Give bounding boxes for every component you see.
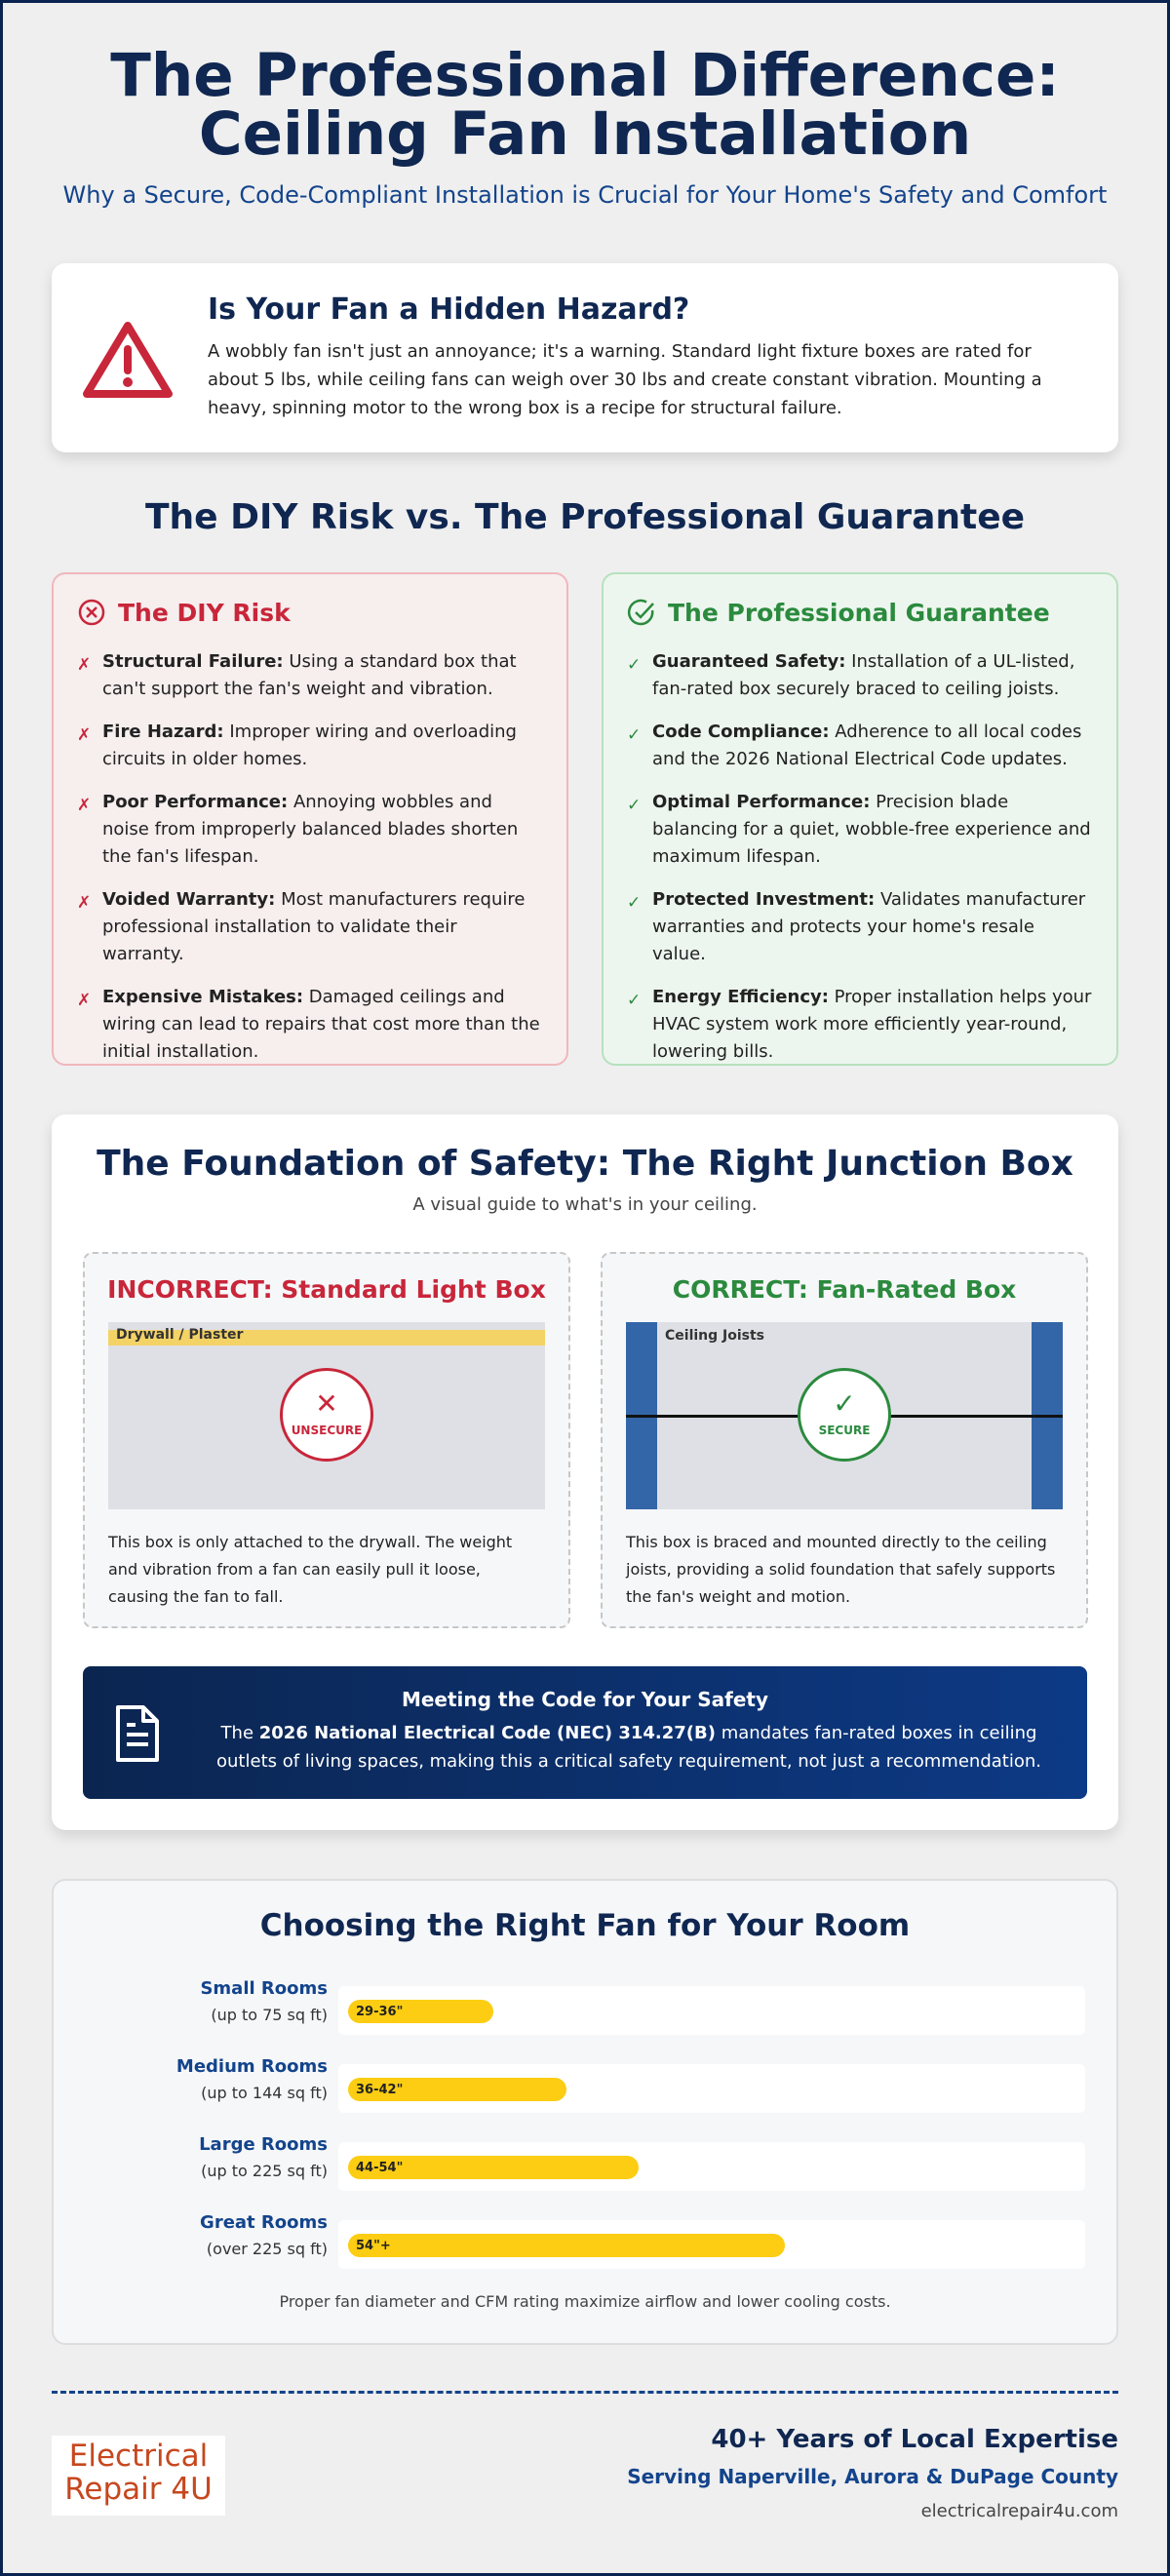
diy-risk-item-detail: Using a standard box that can't support the fan's weight and vibration. (102, 651, 517, 699)
room-size-label: Small Rooms (200, 1978, 328, 1999)
correct-box-panel (601, 1252, 1088, 1628)
diy-risk-item-detail: Damaged ceilings and wiring can lead to repairs that cost more than the initial installation. (102, 987, 540, 1062)
pro-guarantee-item-label: Optimal Performance: (652, 792, 871, 812)
diy-risk-item-label: Voided Warranty: (102, 889, 276, 910)
fan-size-bar (348, 2156, 639, 2179)
diy-risk-column (52, 572, 568, 1066)
warning-triangle-icon (81, 318, 175, 402)
fan-diameter-label: 44-54" (356, 2161, 404, 2175)
cross-mark-icon: ✗ (77, 725, 92, 745)
diy-risk-item-text (102, 984, 543, 1066)
fan-size-bar (348, 2000, 493, 2023)
fan-size-track (338, 2064, 1085, 2113)
check-mark-icon: ✓ (627, 796, 642, 815)
hazard-text: A wobbly fan isn't just an annoyance; it's a warning. Standard light fixture boxes are rated for about 5 lbs, while ceiling fans can weigh over 30 lbs and create constant vibration. Mounting a heavy, spinning motor to the wrong box is a recipe for structural failure. (208, 341, 1042, 418)
diy-risk-item-text (102, 789, 543, 871)
joist-label: Ceiling Joists (665, 1328, 765, 1344)
footer-website-link[interactable]: electricalrepair4u.com (920, 2501, 1118, 2521)
title-line-1: The Professional Difference: (110, 41, 1060, 110)
pro-guarantee-heading (627, 598, 1093, 627)
fan-size-title: Choosing the Right Fan for Your Room (259, 1908, 911, 1943)
pro-guarantee-item-text (652, 984, 1093, 1066)
pro-guarantee-item-text (652, 648, 1093, 703)
diy-risk-item-label: Poor Performance: (102, 792, 289, 812)
pro-guarantee-item-text (652, 789, 1093, 871)
diy-risk-item-label: Expensive Mistakes: (102, 987, 304, 1007)
footer-service-area: Serving Naperville, Aurora & DuPage County (627, 2465, 1118, 2488)
unsecure-badge (280, 1368, 373, 1462)
diy-risk-item-text (102, 719, 543, 773)
incorrect-ceiling-diagram (108, 1322, 545, 1509)
fan-size-row (54, 1978, 1120, 2037)
diy-risk-item-label: Structural Failure: (102, 651, 284, 672)
correct-box-title: CORRECT: Fan-Rated Box (672, 1275, 1017, 1304)
hazard-title: Is Your Fan a Hidden Hazard? (208, 293, 690, 327)
fan-diameter-label: 54"+ (356, 2239, 391, 2253)
diy-risk-item (77, 789, 543, 871)
fan-size-row (54, 2134, 1120, 2193)
pro-guarantee-item-label: Protected Investment: (652, 889, 876, 910)
check-circle-icon (627, 598, 656, 627)
code-text-citation: 2026 National Electrical Code (NEC) 314.27(B) (258, 1723, 716, 1743)
fan-size-track (338, 2220, 1085, 2269)
room-area-label: (up to 144 sq ft) (201, 2084, 328, 2102)
pro-guarantee-item-detail: Precision blade balancing for a quiet, wobble-free experience and maximum lifespan. (652, 792, 1091, 867)
pro-guarantee-item-detail: Installation of a UL-listed, fan-rated box securely braced to ceiling joists. (652, 651, 1075, 699)
foundation-title: The Foundation of Safety: The Right Junction Box (97, 1144, 1073, 1184)
pro-guarantee-item (627, 789, 1093, 871)
pro-guarantee-item-label: Code Compliance: (652, 722, 830, 742)
check-mark-icon: ✓ (627, 893, 642, 913)
diy-risk-item-detail: Annoying wobbles and noise from improperly balanced blades shorten the fan's lifespan. (102, 792, 519, 867)
diy-risk-list (77, 648, 543, 1066)
code-title: Meeting the Code for Your Safety (401, 1688, 769, 1711)
unsecure-badge-label: UNSECURE (291, 1424, 363, 1437)
x-mark-icon: ✕ (315, 1387, 338, 1420)
checkmark-icon: ✓ (833, 1387, 856, 1420)
pro-guarantee-item (627, 719, 1093, 773)
pro-guarantee-item-label: Energy Efficiency: (652, 987, 829, 1007)
room-area-label: (up to 225 sq ft) (201, 2162, 328, 2180)
pro-guarantee-item-detail: Adherence to all local codes and the 2026 National Electrical Code updates. (652, 722, 1082, 769)
incorrect-box-description: This box is only attached to the drywall. The weight and vibration from a fan can easily pull it loose, causing the fan to fall. (108, 1533, 513, 1606)
diy-risk-item-label: Fire Hazard: (102, 722, 224, 742)
pro-guarantee-item-text (652, 719, 1093, 773)
pro-guarantee-list (627, 648, 1093, 1066)
pro-guarantee-item (627, 648, 1093, 703)
correct-ceiling-diagram (626, 1322, 1063, 1509)
diy-risk-item (77, 984, 543, 1066)
fan-size-bar (348, 2234, 785, 2257)
diy-risk-item (77, 719, 543, 773)
fan-size-track (338, 2142, 1085, 2191)
fan-size-bar (348, 2078, 566, 2101)
company-logo (52, 2436, 225, 2516)
diy-risk-item (77, 886, 543, 968)
incorrect-box-title: INCORRECT: Standard Light Box (107, 1275, 546, 1304)
pro-guarantee-item-label: Guaranteed Safety: (652, 651, 846, 672)
check-mark-icon: ✓ (627, 725, 642, 745)
code-banner (83, 1666, 1087, 1799)
code-text (210, 1719, 1048, 1776)
room-size-label: Great Rooms (200, 2212, 328, 2233)
pro-guarantee-item (627, 886, 1093, 968)
pro-guarantee-item-detail: Validates manufacturer warranties and protects your home's resale value. (652, 889, 1086, 964)
correct-box-description: This box is braced and mounted directly to the ceiling joists, providing a solid foundation that safely supports the fan's weight and motion. (626, 1533, 1056, 1606)
check-mark-icon: ✓ (627, 991, 642, 1010)
cross-mark-icon: ✗ (77, 991, 92, 1010)
diy-risk-item-detail: Improper wiring and overloading circuits in older homes. (102, 722, 517, 769)
footer-divider (52, 2391, 1118, 2394)
pro-guarantee-item-detail: Proper installation helps your HVAC system work more efficiently year-round, lowering bills. (652, 987, 1092, 1062)
cross-mark-icon: ✗ (77, 796, 92, 815)
code-text-post: mandates fan-rated boxes in ceiling outlets of living spaces, making this a critical safety requirement, not just a recommendation. (216, 1723, 1041, 1772)
pro-guarantee-item (627, 984, 1093, 1066)
fan-size-track (338, 1986, 1085, 2035)
diy-risk-heading (77, 598, 543, 627)
drywall-label: Drywall / Plaster (116, 1327, 244, 1343)
diy-risk-item-text (102, 886, 543, 968)
footer-tagline: 40+ Years of Local Expertise (711, 2425, 1118, 2454)
foundation-card (52, 1114, 1118, 1830)
fan-diameter-label: 36-42" (356, 2083, 404, 2097)
pro-guarantee-column (602, 572, 1118, 1066)
room-size-label: Large Rooms (199, 2134, 328, 2155)
x-circle-icon (77, 598, 106, 627)
secure-badge (798, 1368, 891, 1462)
code-text-pre: The (220, 1723, 259, 1743)
incorrect-box-panel (83, 1252, 570, 1628)
page-subtitle: Why a Secure, Code-Compliant Installation is Crucial for Your Home's Safety and Comfort (62, 181, 1108, 209)
secure-badge-label: SECURE (818, 1424, 871, 1437)
room-area-label: (over 225 sq ft) (206, 2240, 328, 2258)
logo-line-1: Electrical (68, 2439, 209, 2474)
pro-guarantee-heading-label: The Professional Guarantee (668, 598, 1050, 627)
foundation-subtitle: A visual guide to what's in your ceiling. (412, 1194, 758, 1215)
diy-risk-item (77, 648, 543, 703)
page-header (0, 0, 1170, 209)
check-mark-icon: ✓ (627, 655, 642, 675)
logo-line-2: Repair 4U (64, 2472, 213, 2507)
title-line-2: Ceiling Fan Installation (198, 99, 972, 169)
diy-risk-heading-label: The DIY Risk (118, 598, 291, 627)
fan-diameter-label: 29-36" (356, 2005, 404, 2019)
fan-size-row (54, 2056, 1120, 2115)
room-area-label: (up to 75 sq ft) (211, 2006, 328, 2024)
room-size-label: Medium Rooms (176, 2056, 328, 2077)
fan-size-row (54, 2212, 1120, 2271)
diy-risk-item-detail: Most manufacturers require professional installation to validate their warranty. (102, 889, 526, 964)
fan-size-note: Proper fan diameter and CFM rating maximize airflow and lower cooling costs. (279, 2292, 891, 2311)
cross-mark-icon: ✗ (77, 893, 92, 913)
diy-risk-item-text (102, 648, 543, 703)
pro-guarantee-item-text (652, 886, 1093, 968)
hazard-card (52, 263, 1118, 452)
fan-size-card (52, 1879, 1118, 2345)
page-title (0, 41, 1170, 169)
document-icon (112, 1703, 163, 1764)
cross-mark-icon: ✗ (77, 655, 92, 675)
comparison-title: The DIY Risk vs. The Professional Guarantee (144, 497, 1026, 537)
